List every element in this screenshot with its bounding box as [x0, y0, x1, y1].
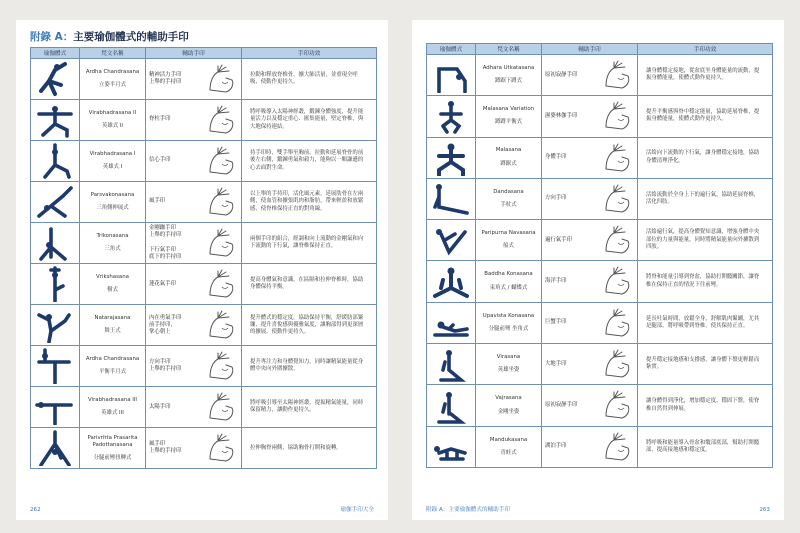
mudra-label: 內在勇氣手印 [149, 314, 182, 321]
mudra-effect: 將脊和能量引導到脊盆，協助打開髖關節，讓脊椎在保持正直的情況下往前彎。 [638, 261, 773, 302]
chinese-name: 金剛坐姿 [497, 408, 520, 415]
table-row [31, 305, 377, 346]
hand-mudra-icon [204, 390, 238, 422]
pose-figure-icon [431, 346, 471, 382]
pose-figure-icon [431, 264, 471, 300]
pose-figure-icon [431, 140, 471, 176]
hand-mudra-icon [204, 308, 238, 340]
pose-figure-icon [431, 429, 471, 465]
mudra-effect: 活絡向下流動的下行氣，讓身體穩定接地，協助身體清理淨化。 [638, 137, 773, 178]
mudra-effect: 將呼吸導入太陽神經叢，鍛鍊身體強度，提升能量活力以及穩定重心．匯集能量，堅定脊椎，與大地保持連結。 [242, 100, 377, 141]
sanskrit-name: Virasana [496, 353, 521, 360]
chapter-heading [30, 29, 189, 44]
sanskrit-name-cell [476, 55, 542, 96]
chinese-name: 三角側伸展式 [96, 205, 129, 211]
running-head: 瑜伽手印大全 [340, 507, 374, 513]
chinese-name: 分腿前彎 坐角式 [488, 325, 529, 332]
pose-figure-cell [427, 344, 476, 385]
sanskrit-name-cell [80, 59, 146, 100]
pose-figure-icon [35, 266, 75, 302]
left-page [16, 20, 388, 520]
mudra-label: 原初寂靜手印 [545, 71, 578, 78]
hand-mudra-icon [204, 226, 238, 258]
pose-figure-icon [431, 222, 471, 258]
mudra-label: 前手持印， [149, 321, 176, 328]
pose-figure-cell [427, 261, 476, 302]
pose-figure-icon [35, 143, 75, 179]
pose-table-left [30, 47, 377, 469]
pose-figure-cell [31, 346, 80, 387]
table-row [427, 96, 773, 137]
sanskrit-name-cell [476, 426, 542, 467]
sanskrit-name: Virabhadrasana II [88, 109, 137, 116]
pose-figure-icon [431, 98, 471, 134]
pose-figure-icon [431, 305, 471, 341]
right-page [412, 20, 784, 520]
mudra-effect: 將呼吸引導至太陽神經叢，提振精氣能量，同時保留精力，讓動作更持久。 [242, 387, 377, 428]
mudra-label: 底下的手持印 [149, 254, 182, 261]
mudra-effect: 提升體式的穩定度，協助保持平衡，舒緩肋部緊繃，提升喜悅感與優雅氣度，讓胸部得到更深層的擴展，使動作更持久。 [242, 305, 377, 346]
pose-figure-cell [427, 302, 476, 343]
mudra-label: 風手印 [149, 198, 166, 205]
pose-figure-icon [431, 57, 471, 93]
mudra-effect: 拉動和釋放脊椎骨，擴大肺活量，並重現全呼吸，使動作更持久。 [242, 59, 377, 100]
mudra-label: 上舉的手持印 [149, 79, 182, 85]
sanskrit-name-cell [476, 344, 542, 385]
table-row [427, 426, 773, 467]
mudra-label: 信心手印 [149, 157, 171, 164]
chinese-name: 蹲踞下蹲式 [495, 78, 522, 85]
hand-mudra-icon [600, 306, 634, 338]
chinese-name: 平衡半月式 [99, 369, 126, 376]
hand-mudra-icon [600, 388, 634, 420]
table-row [31, 223, 377, 264]
chinese-name: 英雄坐姿 [497, 367, 520, 374]
sanskrit-name-cell [476, 302, 542, 343]
page-number: 262 [30, 507, 41, 513]
sanskrit-name: Natarajasana [94, 315, 131, 322]
pose-figure-cell [31, 387, 80, 428]
mudra-label: 巨蟹手印 [545, 319, 567, 326]
pose-figure-cell [31, 264, 80, 305]
mudra-cell [146, 346, 242, 387]
sanskrit-name: Upavista Konasana [482, 312, 535, 319]
pose-figure-icon [35, 307, 75, 343]
chinese-name: 舞王式 [104, 328, 121, 335]
mudra-cell [146, 100, 242, 141]
mudra-label: 濕婆林伽手印 [545, 112, 578, 119]
pose-figure-icon [431, 388, 471, 424]
pose-table-right [426, 43, 773, 468]
table-row [427, 344, 773, 385]
mudra-label: 掌心朝上 [149, 329, 171, 336]
sanskrit-name: Paripurna Navasana [481, 230, 536, 237]
sanskrit-name-cell [476, 385, 542, 426]
mudra-cell [542, 344, 638, 385]
hand-mudra-icon [600, 264, 634, 296]
mudra-cell [146, 59, 242, 100]
hand-mudra-icon [600, 182, 634, 214]
sanskrit-name-cell [80, 387, 146, 428]
mudra-label: 原初寂靜手印 [545, 401, 578, 408]
header-pose: 瑜伽體式 [427, 44, 476, 55]
pose-figure-cell [31, 305, 80, 346]
sanskrit-name: Adhara Utkatasana [482, 64, 535, 71]
mudra-cell [146, 387, 242, 428]
header-effect: 手印功效 [242, 48, 377, 59]
table-row [427, 137, 773, 178]
pose-figure-icon [35, 348, 75, 384]
pose-figure-cell [427, 55, 476, 96]
mudra-label: 下行氣手印 [149, 246, 176, 253]
sanskrit-name: Virabhadrasana I [89, 150, 136, 157]
mudra-label: 湖泊手印 [545, 443, 567, 450]
table-row [31, 59, 377, 100]
mudra-cell [146, 264, 242, 305]
hand-mudra-icon [204, 185, 238, 217]
mudra-effect: 拉伸胸脊兩側，協助胸骨打開和旋轉。 [242, 428, 377, 469]
chinese-name: 蹲踞式 [500, 160, 517, 167]
table-row [31, 428, 377, 469]
header-sanskrit: 梵文名稱 [476, 44, 542, 55]
chinese-name: 三角式 [104, 246, 121, 253]
chinese-name: 船式 [503, 243, 514, 250]
mudra-effect: 提升平衡感與脊中穩定能量，協助延展脊椎，提振身體能量，使體式動作更持久。 [638, 96, 773, 137]
pose-figure-cell [427, 137, 476, 178]
sanskrit-name: Virabhadrasana III [88, 397, 137, 404]
table-row [427, 220, 773, 261]
mudra-label: 身體手印 [545, 154, 567, 161]
mudra-label: 大地手印 [545, 360, 567, 367]
mudra-effect: 以上舉的手持印，活化風元素，延展肋骨在左兩側，使血管和擴張肌肉和脂肪，帶來輕盈和放鬆感，使脊椎保持正直的對角線。 [242, 182, 377, 223]
mudra-label: 方向手印 [545, 195, 567, 202]
pose-figure-cell [31, 141, 80, 182]
header-effect: 手印功效 [638, 44, 773, 55]
mudra-effect: 持手印時，雙手舉至胸前，拉動和延展脊骨的前後左右側，鍛鍊勇氣和毅力，能夠以一顆謙遜的心去面對生命。 [242, 141, 377, 182]
mudra-label: 海洋手印 [545, 277, 567, 284]
mudra-effect: 活絡流動於全身上下的遍行氣，協助延展脊椎，活化四肢。 [638, 178, 773, 219]
mudra-effect: 提高身體氣和意識，在區隔和拉伸脊椎時，協助身體保持平衡。 [242, 264, 377, 305]
sanskrit-name-cell [80, 428, 146, 469]
sanskrit-name-cell [476, 220, 542, 261]
hand-mudra-icon [204, 62, 238, 94]
sanskrit-name-cell [476, 261, 542, 302]
hand-mudra-icon [600, 223, 634, 255]
mudra-cell [542, 220, 638, 261]
hand-mudra-icon [204, 431, 238, 463]
pose-figure-cell [31, 182, 80, 223]
pose-figure-cell [427, 385, 476, 426]
mudra-label: 上舉的手持印 [149, 232, 182, 239]
mudra-label: 太陽手印 [149, 403, 171, 410]
mudra-label: 方向手印 [149, 359, 171, 366]
sanskrit-name-cell [476, 178, 542, 219]
sanskrit-name-cell [80, 346, 146, 387]
mudra-effect: 活絡遍行氣，提高身體覺知意識，增強身體中央部位的力量與能量，同時將精氣能量向外擴散到四肢。 [638, 220, 773, 261]
pose-figure-icon [35, 61, 75, 97]
table-row [427, 302, 773, 343]
mudra-effect: 兩個手印的組合，經調和向上流動的金剛氣和向下流動的下行氣，讓脊椎保持正直。 [242, 223, 377, 264]
mudra-cell [542, 55, 638, 96]
mudra-cell [542, 137, 638, 178]
header-mudra: 輔助手印 [542, 44, 638, 55]
pose-figure-icon [35, 102, 75, 138]
mudra-effect: 將呼吸和能量導入骨盆和髖部底部，幫助打開髖部，提高接地感和穩定度。 [638, 426, 773, 467]
pose-figure-cell [31, 59, 80, 100]
pose-figure-icon [35, 430, 75, 466]
hand-mudra-icon [204, 144, 238, 176]
mudra-cell [146, 223, 242, 264]
pose-figure-cell [31, 223, 80, 264]
mudra-cell [542, 426, 638, 467]
mudra-effect: 提升專注力和身體覺知力，同時讓精氣能量從身體中央向外圍擴散。 [242, 346, 377, 387]
chinese-name: 青蛙式 [500, 449, 517, 456]
table-row [427, 178, 773, 219]
chinese-name: 蹲蹲平衡式 [495, 119, 522, 126]
sanskrit-name: Vajrasana [495, 395, 522, 402]
sanskrit-name: Parsvakonasana [90, 191, 135, 198]
mudra-effect: 讓身體得到淨化，增加穩定度，穩固下盤，使脊椎自然得到伸展。 [638, 385, 773, 426]
sanskrit-name-cell [80, 141, 146, 182]
sanskrit-name-cell [80, 182, 146, 223]
hand-mudra-icon [600, 58, 634, 90]
mudra-label: 脊柱手印 [149, 116, 171, 123]
table-row [31, 182, 377, 223]
sanskrit-name: Ardha Chandrasana [85, 356, 140, 363]
mudra-label: 上舉的手持印 [149, 366, 182, 373]
header-pose: 瑜伽體式 [31, 48, 80, 59]
chinese-name: 英雄式 I [102, 164, 123, 170]
chinese-name: 英雄式 III [101, 410, 124, 417]
pose-figure-cell [31, 100, 80, 141]
mudra-cell [542, 178, 638, 219]
chinese-name: 英雄式 II [101, 123, 124, 129]
chapter-title: 主要瑜伽體式的輔助手印 [73, 31, 189, 43]
chinese-name: 束角式 / 蝴蝶式 [489, 284, 528, 291]
header-mudra: 輔助手印 [146, 48, 242, 59]
table-row [31, 264, 377, 305]
hand-mudra-icon [600, 141, 634, 173]
pose-figure-icon [35, 389, 75, 425]
chinese-name: 樹式 [107, 287, 118, 294]
hand-mudra-icon [204, 103, 238, 135]
mudra-label: 遍行氣手印 [545, 236, 572, 243]
sanskrit-name: Dandasana [493, 188, 524, 195]
chinese-name: 分腿前彎扭轉式 [93, 455, 132, 462]
hand-mudra-icon [600, 347, 634, 379]
sanskrit-name: Mandukasana [489, 436, 528, 443]
pose-figure-cell [427, 220, 476, 261]
table-row [31, 141, 377, 182]
mudra-effect: 讓身體穩定接地，從盆底坐身體能量的流動，提振身體能量，使體式動作更持久。 [638, 55, 773, 96]
mudra-label: 精神活力手印 [149, 71, 182, 78]
sanskrit-name: Malasana [495, 147, 522, 154]
table-row [427, 385, 773, 426]
pose-figure-icon [35, 225, 75, 261]
header-sanskrit: 梵文名稱 [80, 48, 146, 59]
mudra-effect: 提升穩定接地感和支撐感，讓身體下盤更輕鬆而紮實。 [638, 344, 773, 385]
pose-figure-icon [35, 184, 75, 220]
chinese-name: 立姿半月式 [99, 82, 126, 88]
pose-figure-cell [427, 96, 476, 137]
pose-figure-icon [431, 181, 471, 217]
sanskrit-name: Parivritta Prasarita Padottanasana [87, 434, 138, 448]
page-number: 263 [759, 507, 770, 513]
mudra-cell [542, 385, 638, 426]
table-row [427, 55, 773, 96]
table-row [31, 387, 377, 428]
mudra-cell [146, 305, 242, 346]
sanskrit-name: Malasana Variation [482, 106, 535, 113]
pose-figure-cell [427, 178, 476, 219]
sanskrit-name: Trikonasana [96, 232, 129, 239]
sanskrit-name-cell [80, 305, 146, 346]
mudra-cell [146, 428, 242, 469]
mudra-label: 風手印 [149, 441, 166, 448]
sanskrit-name-cell [80, 223, 146, 264]
mudra-label: 蓮花氣手印 [149, 280, 176, 287]
mudra-label: 上舉的手持印 [149, 448, 182, 455]
mudra-effect: 延長吐氣時間，放鬆全身，舒解肌肉緊繃，尤其是腿部，將呼吸帶到脊椎，使其保持正直。 [638, 302, 773, 343]
sanskrit-name: Vrikshasana [96, 274, 129, 281]
hand-mudra-icon [204, 267, 238, 299]
mudra-cell [542, 302, 638, 343]
sanskrit-name: Baddha Konasana [484, 271, 533, 278]
mudra-cell [542, 96, 638, 137]
mudra-label: 金剛跏手印 [149, 225, 176, 231]
sanskrit-name-cell [80, 264, 146, 305]
hand-mudra-icon [600, 430, 634, 462]
pose-figure-cell [427, 426, 476, 467]
hand-mudra-icon [204, 349, 238, 381]
running-head: 附錄 A：主要瑜伽體式的輔助手印 [426, 507, 510, 513]
pose-figure-cell [31, 428, 80, 469]
mudra-cell [146, 182, 242, 223]
table-row [427, 261, 773, 302]
sanskrit-name-cell [476, 96, 542, 137]
mudra-cell [146, 141, 242, 182]
chinese-name: 手杖式 [500, 202, 517, 209]
chapter-prefix: 附錄 A： [30, 31, 74, 43]
hand-mudra-icon [600, 99, 634, 131]
sanskrit-name-cell [476, 137, 542, 178]
mudra-cell [542, 261, 638, 302]
table-row [31, 100, 377, 141]
table-row [31, 346, 377, 387]
sanskrit-name-cell [80, 100, 146, 141]
sanskrit-name: Ardha Chandrasana [85, 68, 140, 75]
